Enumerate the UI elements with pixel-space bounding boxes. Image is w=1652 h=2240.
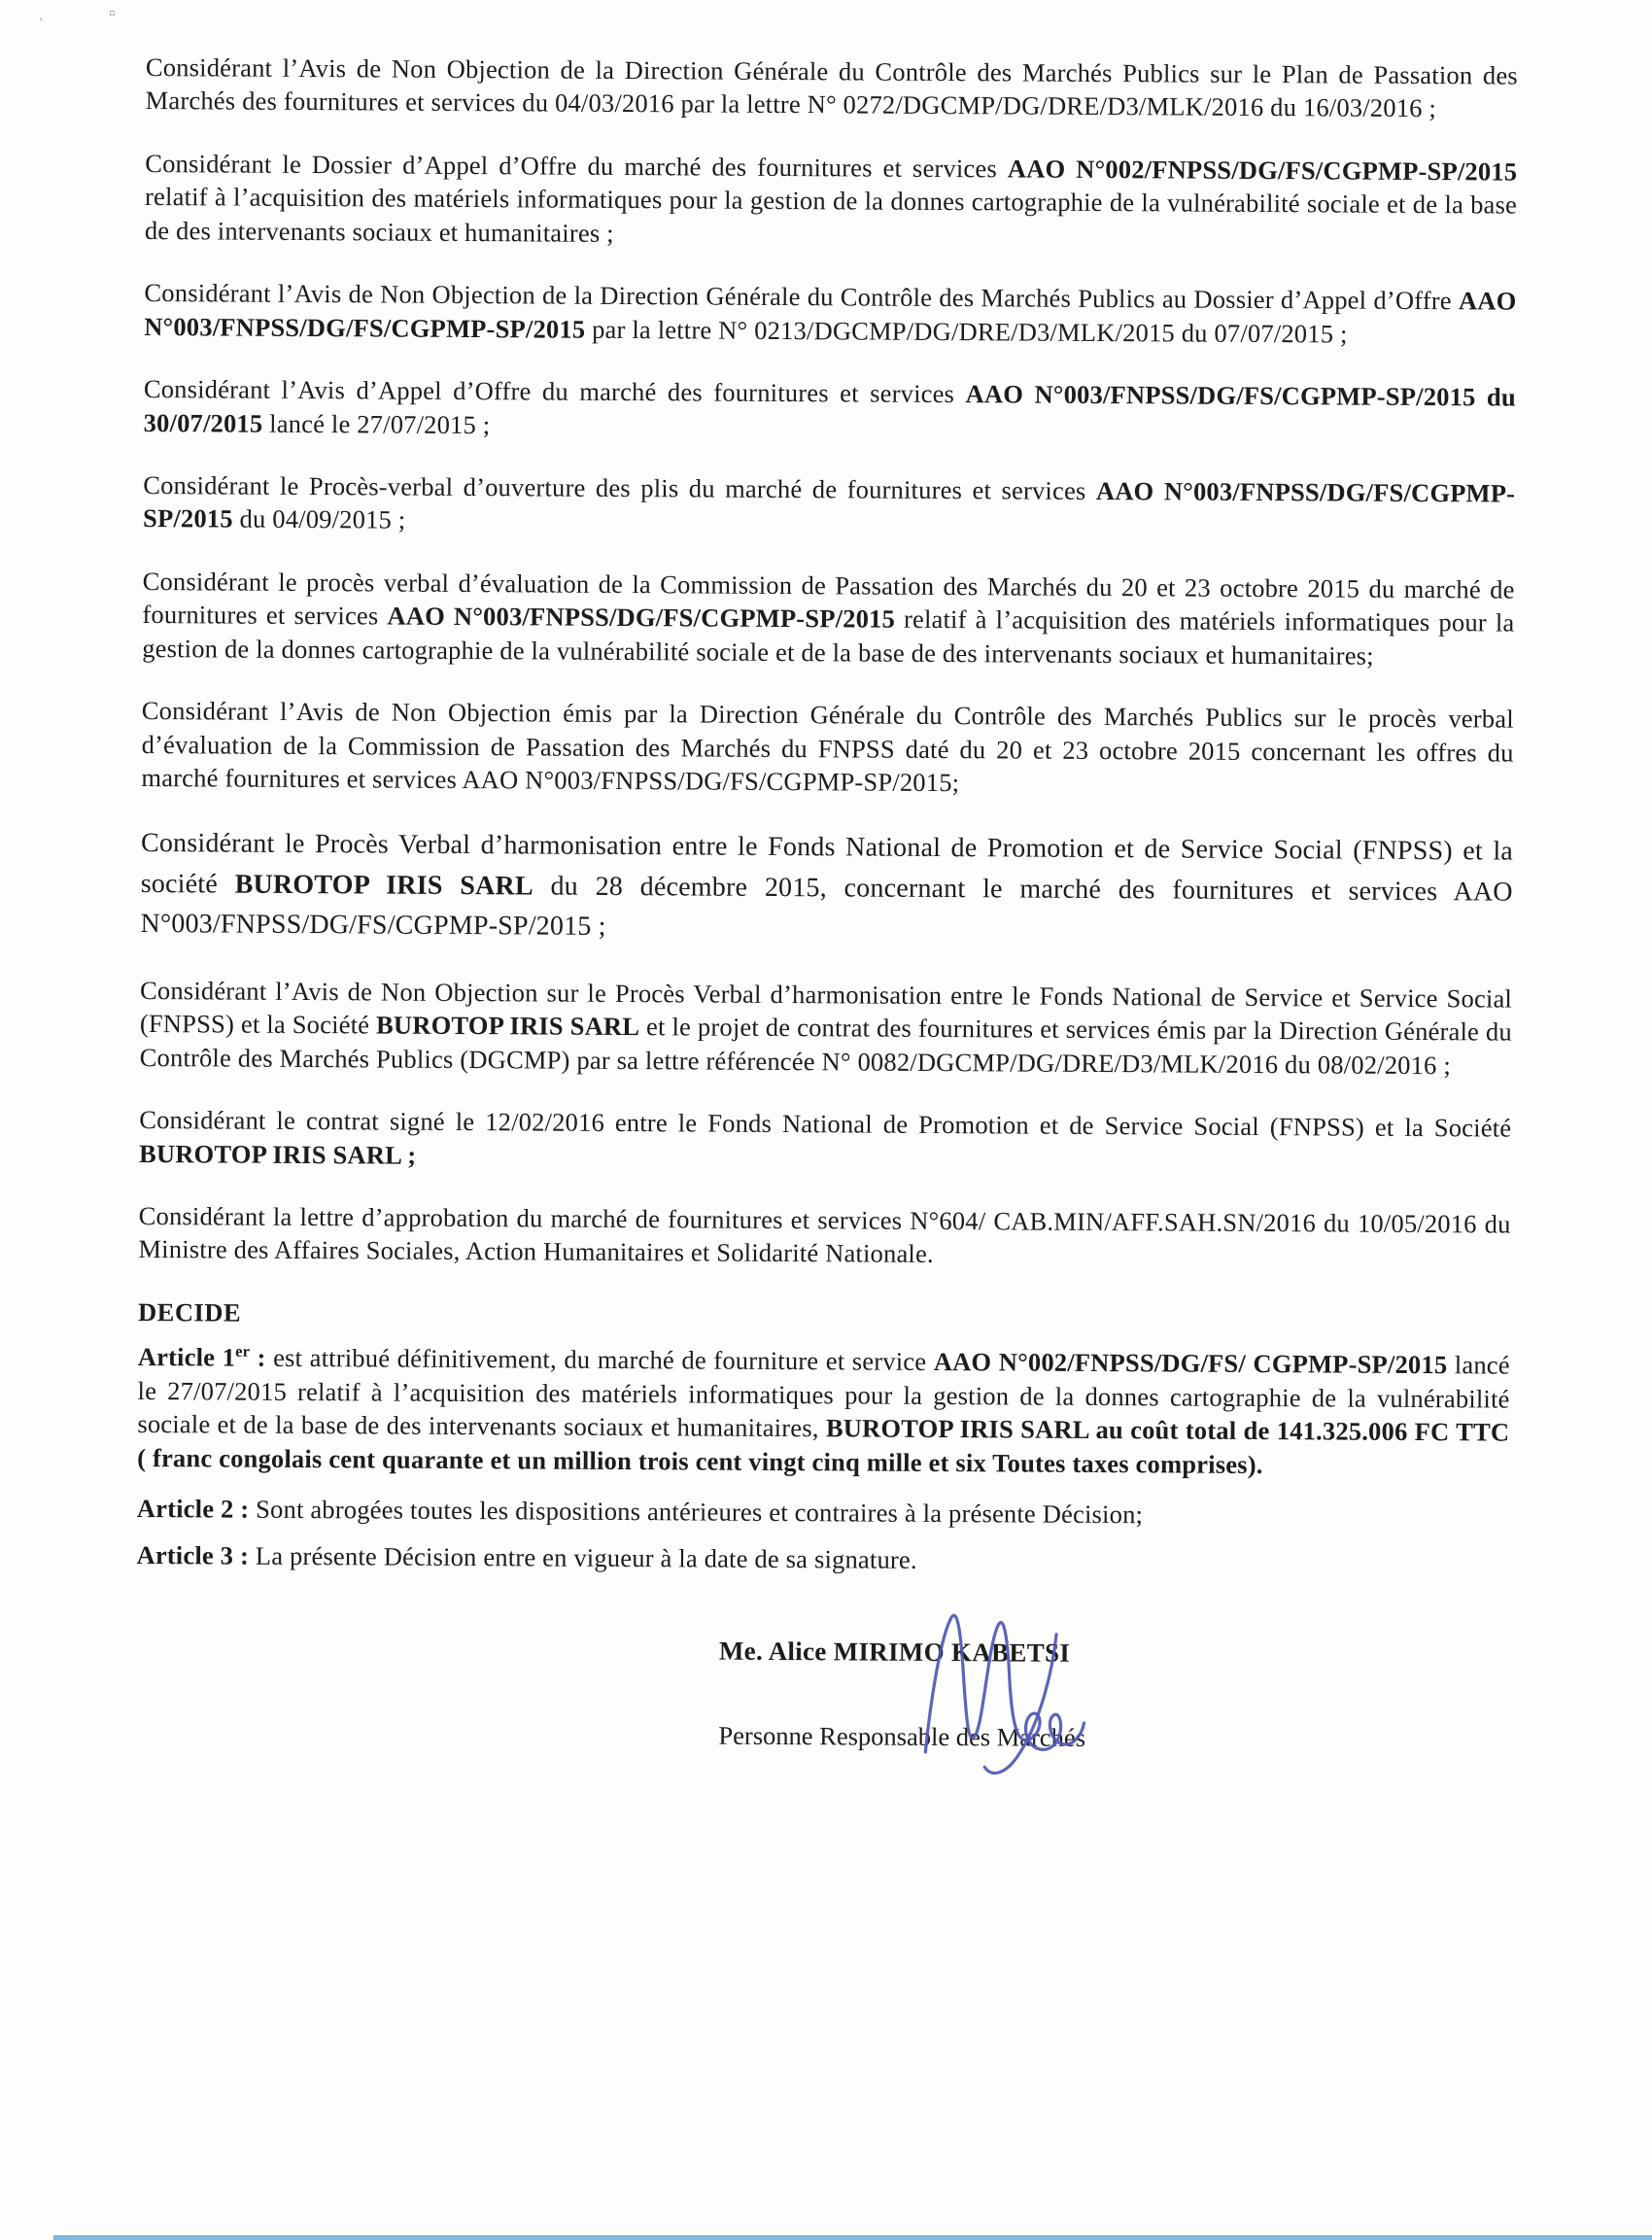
scan-artifact-speck: ‚	[39, 8, 44, 22]
scan-artifact-speck: ¤	[109, 6, 116, 20]
article-1-paragraph: Article 1er : est attribué définitivement, du marché de fourniture et service AAO N°002/FNPSS/DG/FS/ CGPMP-SP/2015 lancé le 27/07/2015 relatif à l’acquisition des matériels informatiques pour la gestion de la donnes cartographie de la vulnérabilité sociale et de la base de des intervenants sociaux et humanitaires, BUROTOP IRIS SARL au coût total de 141.325.006 FC TTC ( franc congolais cent quarante et un million trois cent vingt cinq mille et six Toutes taxes comprises).	[137, 1342, 1510, 1479]
signatory-name-text: Me. Alice MIRIMO KABETSI	[718, 1636, 1071, 1668]
considerant-paragraph-5: Considérant le Procès-verbal d’ouverture des plis du marché de fournitures et services AAO N°003/FNPSS/DG/FS/CGPMP-SP/2015 du 04/09/2015 ;	[142, 469, 1516, 535]
decide-heading: DECIDE	[137, 1296, 242, 1327]
considerant-paragraph-1: Considérant l’Avis de Non Objection de la Direction Générale du Contrôle des Marchés Publics sur le Plan de Passation des Marchés des fournitures et services du 04/03/2016 par la lettre N° 0272/DGCMP/DG/DRE/D3/MLK/2016 du 16/03/2016 ;	[145, 52, 1518, 123]
considerant-paragraph-8: Considérant le Procès Verbal d’harmonisation entre le Fonds National de Promotion et de Service Social (FNPSS) et la société BUROTOP IRIS SARL du 28 décembre 2015, concernant le marché des fournitures et services AAO N°003/FNPSS/DG/FS/CGPMP-SP/2015 ;	[140, 828, 1514, 943]
considerant-paragraph-7: Considérant l’Avis de Non Objection émis par la Direction Générale du Contrôle des Marchés Publics sur le procès verbal d’évaluation de la Commission de Passation des Marchés du FNPSS daté du 20 et 23 octobre 2015 concernant les offres du marché fournitures et services AAO N°003/FNPSS/DG/FS/CGPMP-SP/2015;	[141, 696, 1514, 798]
considerant-paragraph-10: Considérant le contrat signé le 12/02/2016 entre le Fonds National de Promotion et de Service Social (FNPSS) et la Société BUROTOP IRIS SARL ;	[138, 1105, 1512, 1170]
document-content	[135, 51, 1518, 1755]
considerant-paragraph-2: Considérant le Dossier d’Appel d’Offre du marché des fournitures et services AAO N°002/FNPSS/DG/FS/CGPMP-SP/2015 relatif à l’acquisition des matériels informatiques pour la gestion de la donnes cartographie de la vulnérabilité sociale et de la base de des intervenants sociaux et humanitaires ;	[144, 148, 1518, 248]
considerant-paragraph-9: Considérant l’Avis de Non Objection sur le Procès Verbal d’harmonisation entre le Fonds National de Service et Service Social (FNPSS) et la Société BUROTOP IRIS SARL et le projet de contrat des fournitures et services émis par la Direction Générale du Contrôle des Marchés Publics (DGCMP) par sa lettre référencée N° 0082/DGCMP/DG/DRE/D3/MLK/2016 du 08/02/2016 ;	[139, 975, 1513, 1080]
signatory-name	[719, 1637, 1070, 1669]
handwritten-signature	[908, 1606, 1113, 1787]
scanner-edge-artifact	[53, 2235, 1652, 2240]
article-2-paragraph: Article 2 : Sont abrogées toutes les dispositions antérieures et contraires à la présente Décision;	[136, 1493, 1144, 1530]
signatory-title: Personne Responsable des Marchés	[718, 1720, 1086, 1752]
considerant-paragraph-4: Considérant l’Avis d’Appel d’Offre du marché des fournitures et services AAO N°003/FNPSS/DG/FS/CGPMP-SP/2015 du 30/07/2015 lancé le 27/07/2015 ;	[143, 374, 1516, 439]
considerant-paragraph-11: Considérant la lettre d’approbation du marché de fournitures et services N°604/ CAB.MIN/AFF.SAH.SN/2016 du 10/05/2016 du Ministre des Affaires Sociales, Action Humanitaires et Solidarité Nationale.	[138, 1200, 1511, 1269]
considerant-paragraph-6: Considérant le procès verbal d’évaluation de la Commission de Passation des Marchés du 20 et 23 octobre 2015 du marché de fournitures et services AAO N°003/FNPSS/DG/FS/CGPMP-SP/2015 relatif à l’acquisition des matériels informatiques pour la gestion de la donnes cartographie de la vulnérabilité sociale et de la base de des intervenants sociaux et humanitaires;	[142, 566, 1515, 671]
considerant-paragraph-3: Considérant l’Avis de Non Objection de la Direction Générale du Contrôle des Marchés Publics au Dossier d’Appel d’Offre AAO N°003/FNPSS/DG/FS/CGPMP-SP/2015 par la lettre N° 0213/DGCMP/DG/DRE/D3/MLK/2015 du 07/07/2015 ;	[144, 278, 1517, 349]
article-3-paragraph: Article 3 : La présente Décision entre en vigueur à la date de sa signature.	[136, 1540, 917, 1575]
signature-block	[718, 1637, 1508, 1756]
